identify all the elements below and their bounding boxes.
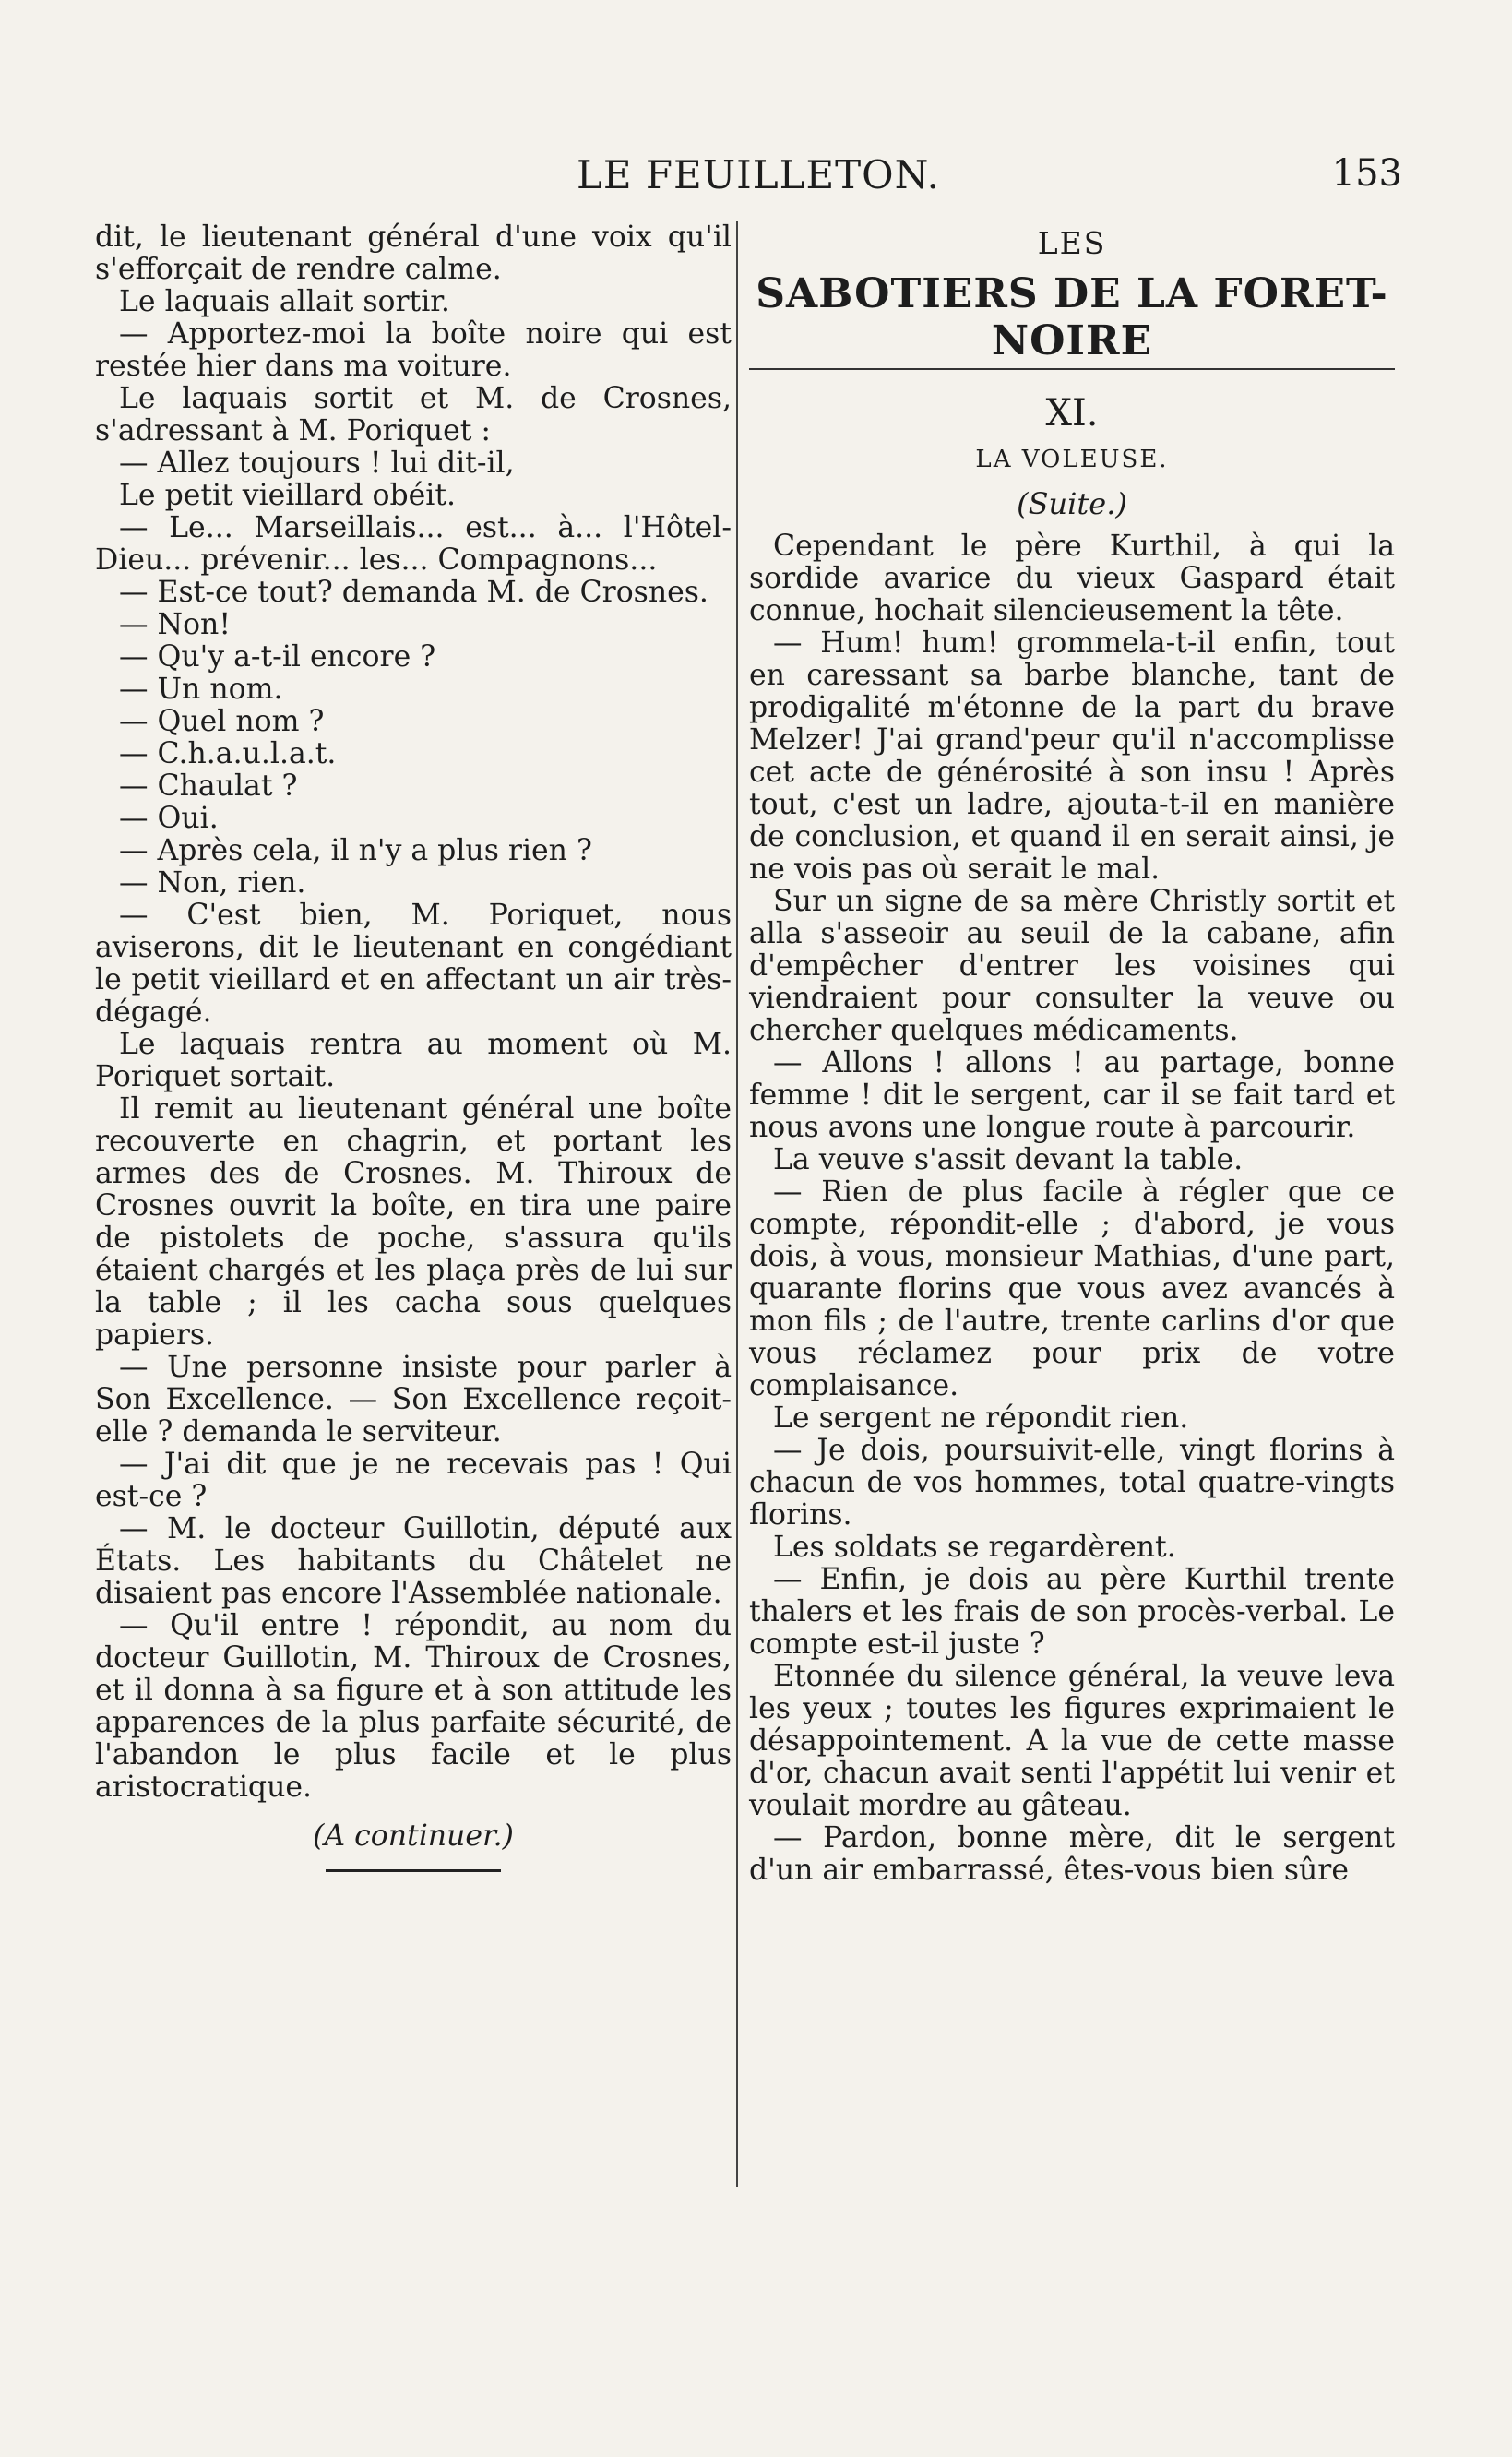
paragraph: Le sergent ne répondit rien. bbox=[773, 1401, 1189, 1435]
paragraph: — Hum! hum! grommela-t-il enfin, tout en caressant sa barbe blanche, tant de prodigalité m'étonne de la part du brave Melzer! J'ai grand'peur qu'il n'accomplisse cet acte de générosité à son insu ! Après tout, c'est un ladre, ajouta-t-il en manière de conclusion, et quand il en serait ainsi, je ne vois pas où serait le mal. bbox=[749, 626, 1395, 886]
paragraph: — Apportez-moi la boîte noire qui est restée hier dans ma voiture. bbox=[95, 317, 732, 383]
paragraph: — Qu'il entre ! répondit, au nom du docteur Guillotin, M. Thiroux de Crosnes, et il donna à sa figure et à son attitude les apparences de la plus parfaite sécurité, de l'abandon le plus facile et le plus aristocratique. bbox=[95, 1609, 732, 1804]
paragraph: Le laquais rentra au moment où M. Poriquet sortait. bbox=[95, 1028, 732, 1093]
page-header bbox=[74, 152, 1402, 198]
paragraph: — J'ai dit que je ne recevais pas ! Qui est-ce ? bbox=[95, 1448, 732, 1513]
paragraph: — Pardon, bonne mère, dit le sergent d'un air embarrassé, êtes-vous bien sûre bbox=[749, 1821, 1395, 1887]
paragraph: — Est-ce tout? demanda M. de Crosnes. bbox=[119, 576, 708, 609]
paragraph: Les soldats se regardèrent. bbox=[773, 1531, 1176, 1564]
paragraph: Cependant le père Kurthil, à qui la sordide avarice du vieux Gaspard était connue, hochait silencieusement la tête. bbox=[749, 530, 1395, 627]
paragraph: — Quel nom ? bbox=[119, 705, 325, 738]
paragraph: dit, le lieutenant général d'une voix qu'il s'efforçait de rendre calme. bbox=[95, 221, 732, 286]
paragraph: — Le... Marseillais... est... à... l'Hôtel-Dieu... prévenir... les... Compagnons... bbox=[95, 511, 732, 577]
to-be-continued: (A continuer.) bbox=[313, 1819, 514, 1853]
paragraph: — Après cela, il n'y a plus rien ? bbox=[119, 834, 592, 867]
series-title: SABOTIERS DE LA FORET-NOIRE bbox=[749, 270, 1395, 370]
paragraph: — C.h.a.u.l.a.t. bbox=[119, 737, 337, 770]
page-number: 153 bbox=[1331, 152, 1402, 195]
paragraph: — Allons ! allons ! au partage, bonne femme ! dit le sergent, car il se fait tard et nous avons une longue route à parcourir. bbox=[749, 1046, 1395, 1144]
paragraph: Sur un signe de sa mère Christly sortit et alla s'asseoir au seuil de la cabane, afin d'empêcher d'entrer les voisines qui viendraient pour consulter la veuve ou chercher quelques médicaments. bbox=[749, 885, 1395, 1047]
right-column bbox=[749, 221, 1395, 1887]
paragraph: — C'est bien, M. Poriquet, nous aviserons, dit le lieutenant en congédiant le petit vieillard et en affectant un air très-dégagé. bbox=[95, 899, 732, 1029]
paragraph: — Allez toujours ! lui dit-il, bbox=[119, 447, 515, 480]
page-title: LE FEUILLETON. bbox=[577, 152, 940, 197]
paragraph: Il remit au lieutenant général une boîte recouverte en chagrin, et portant les armes des de Crosnes. M. Thiroux de Crosnes ouvrit la boîte, en tira une paire de pistolets de poche, s'assura qu'ils étaient chargés et les plaça près de lui sur la table ; il les cacha sous quelques papiers. bbox=[95, 1092, 732, 1352]
paragraph: — Je dois, poursuivit-elle, vingt florins à chacun de vos hommes, total quatre-vingts florins. bbox=[749, 1434, 1395, 1532]
paragraph: — Un nom. bbox=[119, 673, 283, 706]
paragraph: — Qu'y a-t-il encore ? bbox=[119, 640, 436, 674]
paragraph: — Non! bbox=[119, 608, 231, 641]
paragraph: Le laquais sortit et M. de Crosnes, s'adressant à M. Poriquet : bbox=[95, 382, 732, 447]
series-label: LES bbox=[1037, 225, 1107, 261]
paragraph: — Une personne insiste pour parler à Son Excellence. — Son Excellence reçoit-elle ? demanda le serviteur. bbox=[95, 1351, 732, 1449]
paragraph: — Oui. bbox=[119, 802, 219, 835]
chapter-number: XI. bbox=[1045, 392, 1099, 435]
paragraph: — Enfin, je dois au père Kurthil trente thalers et les frais de son procès-verbal. Le compte est-il juste ? bbox=[749, 1563, 1395, 1661]
left-column bbox=[95, 221, 732, 1872]
section-rule bbox=[326, 1869, 501, 1872]
paragraph: — Rien de plus facile à régler que ce compte, répondit-elle ; d'abord, je vous dois, à vous, monsieur Mathias, d'une part, quarante florins que vous avez avancés à mon fils ; de l'autre, trente carlins d'or que vous réclamez pour prix de votre complaisance. bbox=[749, 1175, 1395, 1402]
paragraph: Le petit vieillard obéit. bbox=[119, 479, 457, 512]
paragraph: La veuve s'assit devant la table. bbox=[773, 1143, 1244, 1176]
continuation-note: (Suite.) bbox=[1017, 486, 1127, 521]
paragraph: — Non, rien. bbox=[119, 866, 306, 900]
chapter-subtitle: LA VOLEUSE. bbox=[975, 446, 1169, 473]
column-divider bbox=[736, 221, 738, 2187]
paragraph: — M. le docteur Guillotin, député aux États. Les habitants du Châtelet ne disaient pas encore l'Assemblée nationale. bbox=[95, 1512, 732, 1610]
paragraph: — Chaulat ? bbox=[119, 769, 298, 803]
paragraph: Etonnée du silence général, la veuve leva les yeux ; toutes les figures exprimaient le désappointement. A la vue de cette masse d'or, chacun avait senti l'appétit lui venir et voulait mordre au gâteau. bbox=[749, 1660, 1395, 1822]
paragraph: Le laquais allait sortir. bbox=[119, 285, 450, 318]
